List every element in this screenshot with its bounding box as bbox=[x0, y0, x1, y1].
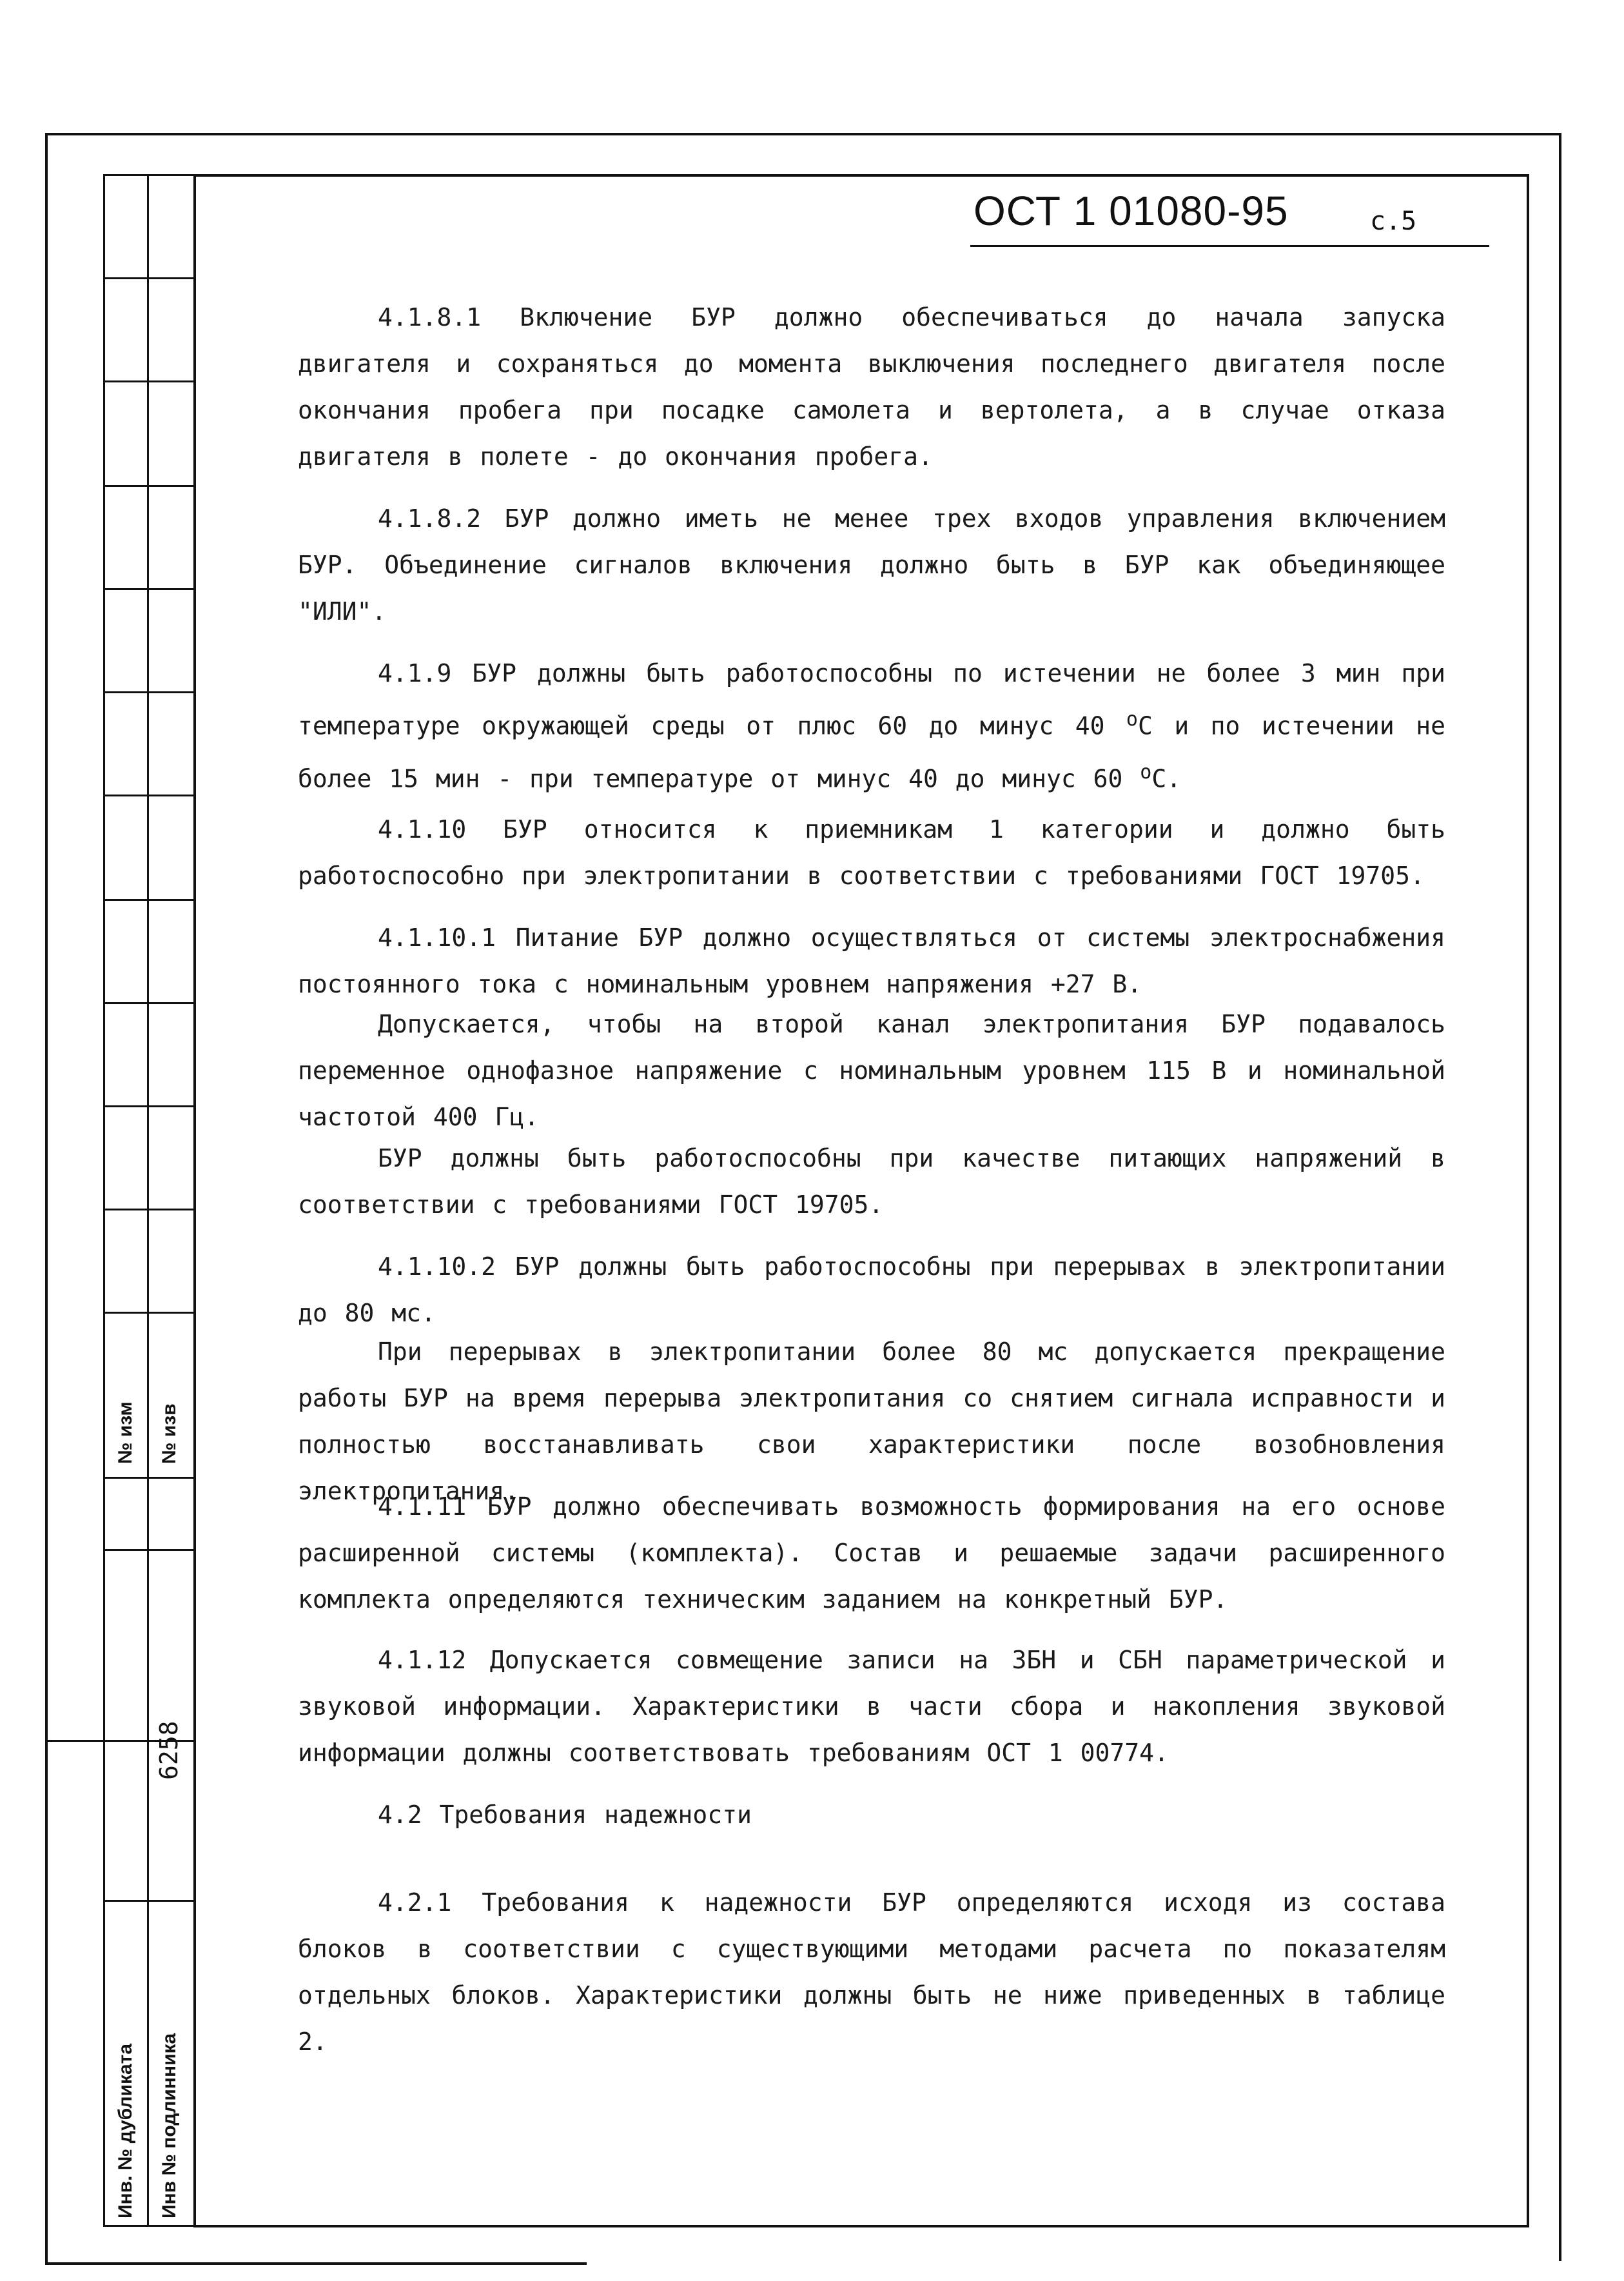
strip-bottom bbox=[103, 2225, 195, 2227]
strip-row-4 bbox=[103, 588, 195, 590]
paragraph-4-1-9-part-a: 4.1.9 БУР должны быть работоспособны по истечении не более 3 мин при температуре окружающей среды от плюс 60 до минус 40 bbox=[298, 659, 1445, 740]
page-number: с.5 bbox=[1370, 206, 1417, 236]
strip-row-3 bbox=[103, 485, 195, 487]
strip-row-12 bbox=[103, 1477, 195, 1479]
degree-sign-1: о bbox=[1126, 708, 1138, 731]
paragraph-4-1-10-1: 4.1.10.1 Питание БУР должно осуществляться от системы электроснабжения постоянного тока с номинальным уровнем напряжения +27 В. bbox=[298, 923, 1445, 998]
document-code: ОСТ 1 01080-95 bbox=[973, 188, 1289, 234]
edition-number-label: № изв bbox=[159, 1403, 180, 1464]
inner-frame-top bbox=[193, 174, 1529, 177]
header-underline bbox=[970, 245, 1489, 247]
strip-row-2 bbox=[103, 380, 195, 382]
strip-top bbox=[103, 174, 195, 176]
outer-frame-top bbox=[45, 133, 1561, 135]
paragraph-4-1-8-1: 4.1.8.1 Включение БУР должно обеспечиваться до начала запуска двигателя и сохраняться до момента выключения последнего двигателя после окончания пробега при посадке самолета и вертолета, а в случае отказа двигателя в полете - до окончания пробега. bbox=[298, 303, 1445, 471]
inner-frame-bottom bbox=[193, 2225, 1529, 2227]
strip-row-7 bbox=[103, 899, 195, 901]
paragraph-4-1-9-part-c: С. bbox=[1151, 764, 1182, 793]
strip-row-13 bbox=[103, 1549, 195, 1551]
strip-row-8 bbox=[103, 1002, 195, 1004]
section-heading-4-2: 4.2 Требования надежности bbox=[378, 1801, 752, 1829]
strip-divider bbox=[147, 174, 149, 2226]
strip-row-1 bbox=[103, 277, 195, 279]
strip-row-5 bbox=[103, 691, 195, 693]
paragraph-second-channel: Допускается, чтобы на второй канал электропитания БУР подавалось переменное однофазное напряжение с номинальным уровнем 115 В и номинальной частотой 400 Гц. bbox=[298, 1010, 1445, 1131]
paragraph-4-1-10-2: 4.1.10.2 БУР должны быть работоспособны при перерывах в электропитании до 80 мс. bbox=[298, 1252, 1445, 1327]
registration-number: 6258 bbox=[155, 1721, 183, 1780]
paragraph-4-2-1: 4.2.1 Требования к надежности БУР определяются исходя из состава блоков в соответствии с существующими методами расчета по показателям отдельных блоков. Характеристики должны быть не ниже приведенных в таблице 2. bbox=[298, 1888, 1445, 2056]
inner-frame-right bbox=[1527, 174, 1529, 2226]
paragraph-4-1-9 bbox=[298, 650, 1445, 802]
strip-row-9 bbox=[103, 1105, 195, 1107]
strip-left-border bbox=[103, 174, 105, 2226]
paragraph-4-1-8-2: 4.1.8.2 БУР должно иметь не менее трех входов управления включением БУР. Объединение сигналов включения должно быть в БУР как объединяющее "ИЛИ". bbox=[298, 504, 1445, 626]
paragraph-4-1-11: 4.1.11 БУР должно обеспечивать возможность формирования на его основе расширенной системы (комплекта). Состав и решаемые задачи расширенного комплекта определяются техническим заданием на конкретный БУР. bbox=[298, 1492, 1445, 1614]
inner-frame-left bbox=[193, 174, 196, 2226]
strip-row-11 bbox=[103, 1312, 195, 1314]
strip-row-6 bbox=[103, 795, 195, 796]
original-inventory-label: Инв № подлинника bbox=[159, 2033, 180, 2218]
paragraph-4-1-10: 4.1.10 БУР относится к приемникам 1 категории и должно быть работоспособно при электропитании в соответствии с требованиями ГОСТ 19705. bbox=[298, 815, 1445, 890]
outer-frame-bottom bbox=[45, 2262, 587, 2265]
paragraph-4-1-9-part-b: С и по истечении не более 15 мин - при температуре от минус 40 до минус 60 bbox=[298, 711, 1446, 793]
strip-row-10 bbox=[103, 1209, 195, 1210]
paragraph-power-interrupt: При перерывах в электропитании более 80 мс допускается прекращение работы БУР на время перерыва электропитания со снятием сигнала исправности и полностью восстанавливать свои характеристики после возобновления электропитания. bbox=[298, 1338, 1445, 1505]
outer-frame-left bbox=[45, 133, 48, 2265]
duplicate-inventory-label: Инв. № дубликата bbox=[115, 2043, 136, 2218]
paragraph-4-1-12: 4.1.12 Допускается совмещение записи на ЗБН и СБН параметрической и звуковой информации. Характеристики в части сбора и накопления звуковой информации должны соответствовать требованиям ОСТ 1 00774. bbox=[298, 1646, 1445, 1767]
strip-row-14 bbox=[103, 1900, 195, 1902]
degree-sign-2: о bbox=[1140, 760, 1152, 784]
outer-frame-right bbox=[1559, 133, 1561, 2261]
paragraph-power-quality: БУР должны быть работоспособны при качестве питающих напряжений в соответствии с требованиями ГОСТ 19705. bbox=[298, 1144, 1445, 1219]
change-number-label: № изм bbox=[115, 1401, 136, 1464]
